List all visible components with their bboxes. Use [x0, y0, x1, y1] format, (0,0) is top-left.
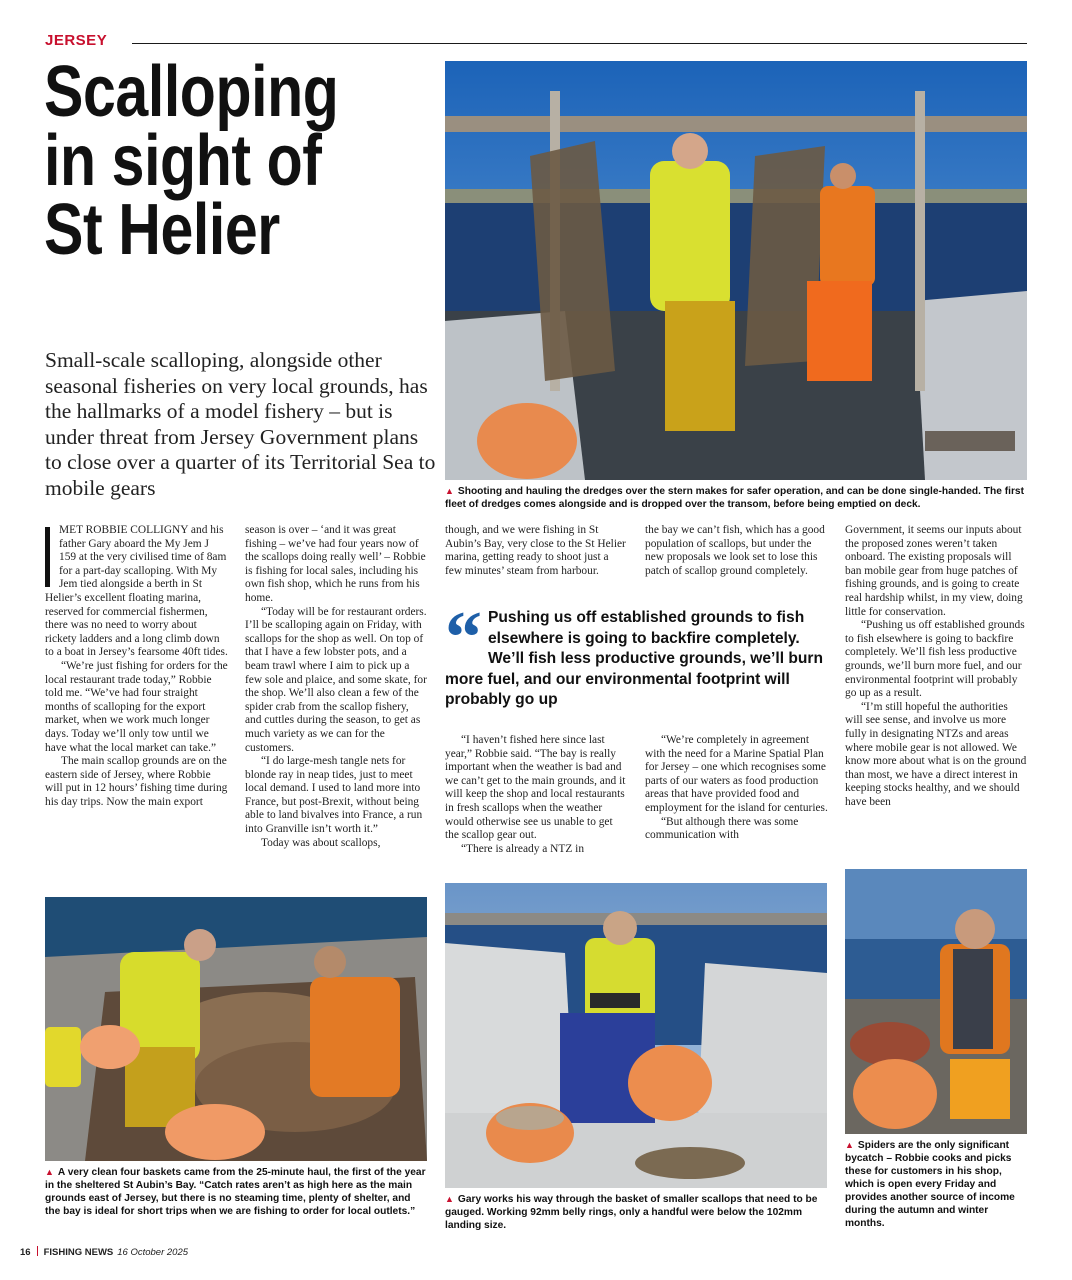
caption-bottom-left-text: A very clean four baskets came from the 25-minute haul, the first of the year in the sheltered St Aubin’s Bay. “Catch rates aren’t as high here as the main grounds east of Jersey, but there is no steaming time, plenty of shelter, and the bay is ideal for short trips when we are fishing to order for local outlets.”	[45, 1167, 426, 1217]
headline-line-2: in sight of	[44, 121, 322, 201]
headline	[44, 52, 372, 270]
photo-gauging-scallops	[445, 883, 827, 1188]
caption-bottom-middle	[445, 1193, 827, 1232]
body-paragraph: “We’re just fishing for orders for the local restaurant trade today,” Robbie told me. “We’ve had four straight months of scalloping for the export market, when we work much longer days. Today we’ll only tow until we have what the local market can take.”	[45, 659, 228, 754]
section-rule	[132, 43, 1027, 44]
photo-dredges-stern	[445, 61, 1027, 480]
body-paragraph: “Today will be for restaurant orders. I’ll be scalloping again on Friday, with scallops for the shop as well. On top of that I have a few lobster pots, and a beam trawl where I aim to pick up a few sole and plaice, and some skate, for the shop. We’ll also clean a few of the spider crab from the scallop fishery, and cuttles during the season, to get as much variety as we can for the customers.	[245, 605, 427, 754]
body-paragraph: season is over – ‘and it was great fishing – we’ve had four years now of the scallops doing really well’ – Robbie is fishing for local sales, including his own fish shop, which he runs from his home.	[245, 524, 426, 604]
publication-name: FISHING NEWS	[43, 1247, 114, 1258]
drop-cap-bar	[45, 527, 50, 587]
pull-quote	[445, 597, 830, 711]
footer-divider	[37, 1246, 38, 1256]
caption-top-photo	[445, 485, 1027, 511]
page-footer	[20, 1246, 188, 1258]
caption-bottom-middle-text: Gary works his way through the basket of smaller scallops that need to be gauged. Working 92mm belly rings, only a handful were below the 102mm landing size.	[445, 1194, 818, 1231]
body-column-2	[245, 524, 428, 850]
headline-line-3: St Helier	[44, 190, 280, 270]
caption-bottom-left	[45, 1166, 427, 1218]
page-number: 16	[20, 1247, 31, 1258]
body-paragraph: “There is already a NTZ in	[461, 842, 585, 855]
body-column-5	[845, 524, 1028, 809]
caption-arrow-icon: ▲	[445, 486, 454, 496]
body-paragraph: MET ROBBIE COLLIGNY and his father Gary aboard the My Jem J 159 at the very civilised time of 8am for a part-day scalloping. With My Jem tied alongside a berth in St Helier’s excellent floating marina, reserved for commercial fishermen, there was no need to worry about rickety ladders and a long climb down to a boat in Jersey’s fearsome 40ft tides.	[45, 524, 228, 659]
body-column-3-top	[445, 524, 628, 578]
headline-line-1: Scalloping	[44, 52, 339, 132]
caption-top-text: Shooting and hauling the dredges over the stern makes for safer operation, and can be done single-handed. The first fleet of dredges comes alongside and is dropped over the transom, before being emptied on deck.	[445, 486, 1024, 510]
body-column-4-bottom	[645, 734, 828, 843]
body-paragraph: “But although there was some communication with	[645, 815, 799, 842]
caption-arrow-icon: ▲	[845, 1140, 854, 1150]
caption-bottom-right-text: Spiders are the only significant bycatch – Robbie cooks and picks these for customers in his shop, which is open every Friday and provides another source of income during the autumn and winter months.	[845, 1140, 1015, 1229]
body-paragraph: Today was about scallops,	[261, 836, 381, 849]
quote-mark-icon: “	[445, 597, 482, 679]
issue-date: 16 October 2025	[117, 1247, 189, 1258]
standfirst: Small-scale scalloping, alongside other seasonal fisheries on very local grounds, has the hallmarks of a model fishery – but is under threat from Jersey Government plans to close over a quarter of its Territorial Sea to mobile gears	[45, 348, 436, 500]
pull-quote-text: Pushing us off established grounds to fish elsewhere is going to backfire completely. We’ll fish less productive grounds, we’ll burn more fuel, and our environmental footprint will probably go up	[445, 609, 824, 708]
body-paragraph: The main scallop grounds are on the eastern side of Jersey, where Robbie will put in 12 hours’ fishing time during his day trips. Now the main export	[45, 755, 228, 808]
body-paragraph: “I haven’t fished here since last year,” Robbie said. “The bay is really important when the weather is bad and we can’t get to the main grounds, and it will keep the shop and local restaurants in fresh scallops when the weather would otherwise see us unable to get the scallop gear out.	[445, 734, 626, 842]
body-column-3-bottom	[445, 734, 628, 856]
photo-scallop-baskets	[45, 897, 427, 1161]
body-paragraph: “I do large-mesh tangle nets for blonde ray in neap tides, just to meet local demand. I used to land more into France, but post-Brexit, without being able to land bivalves into France, a run into Granville isn’t worth it.”	[245, 755, 423, 836]
body-paragraph: “I’m still hopeful the authorities will see sense, and involve us more fully in designating NTZs and areas where mobile gear is not allowed. We know more about what is on the ground than most, we have a direct interest in keeping stocks healthy, and we should have been	[845, 700, 1027, 808]
caption-arrow-icon: ▲	[45, 1167, 54, 1177]
body-column-1	[45, 524, 228, 809]
body-paragraph: the bay we can’t fish, which has a good population of scallops, but under the new proposals we look set to lose this patch of scallop ground completely.	[645, 524, 825, 577]
caption-bottom-right	[845, 1139, 1027, 1230]
body-paragraph: “Pushing us off established grounds to fish elsewhere is going to backfire completely. We’ll fish less productive grounds, we’ll burn more fuel, and our environmental footprint will probably go up as a result.	[845, 619, 1025, 700]
section-tag: JERSEY	[45, 32, 108, 49]
body-paragraph: though, and we were fishing in St Aubin’s Bay, very close to the St Helier marina, getting ready to shoot just a few minutes’ steam from harbour.	[445, 524, 626, 577]
body-paragraph: “We’re completely in agreement with the need for a Marine Spatial Plan for Jersey – one which recognises some parts of our waters as food production areas that have provided food and employment for the island for centuries.	[645, 734, 828, 814]
body-column-4-top	[645, 524, 828, 578]
body-paragraph: Government, it seems our inputs about the proposed zones weren’t taken onboard. The existing proposals will ban mobile gear from huge patches of fishing grounds, and is going to create real hardship whilst, in my view, doing little for conservation.	[845, 524, 1023, 618]
photo-spider-crabs	[845, 869, 1027, 1134]
caption-arrow-icon: ▲	[445, 1194, 454, 1204]
